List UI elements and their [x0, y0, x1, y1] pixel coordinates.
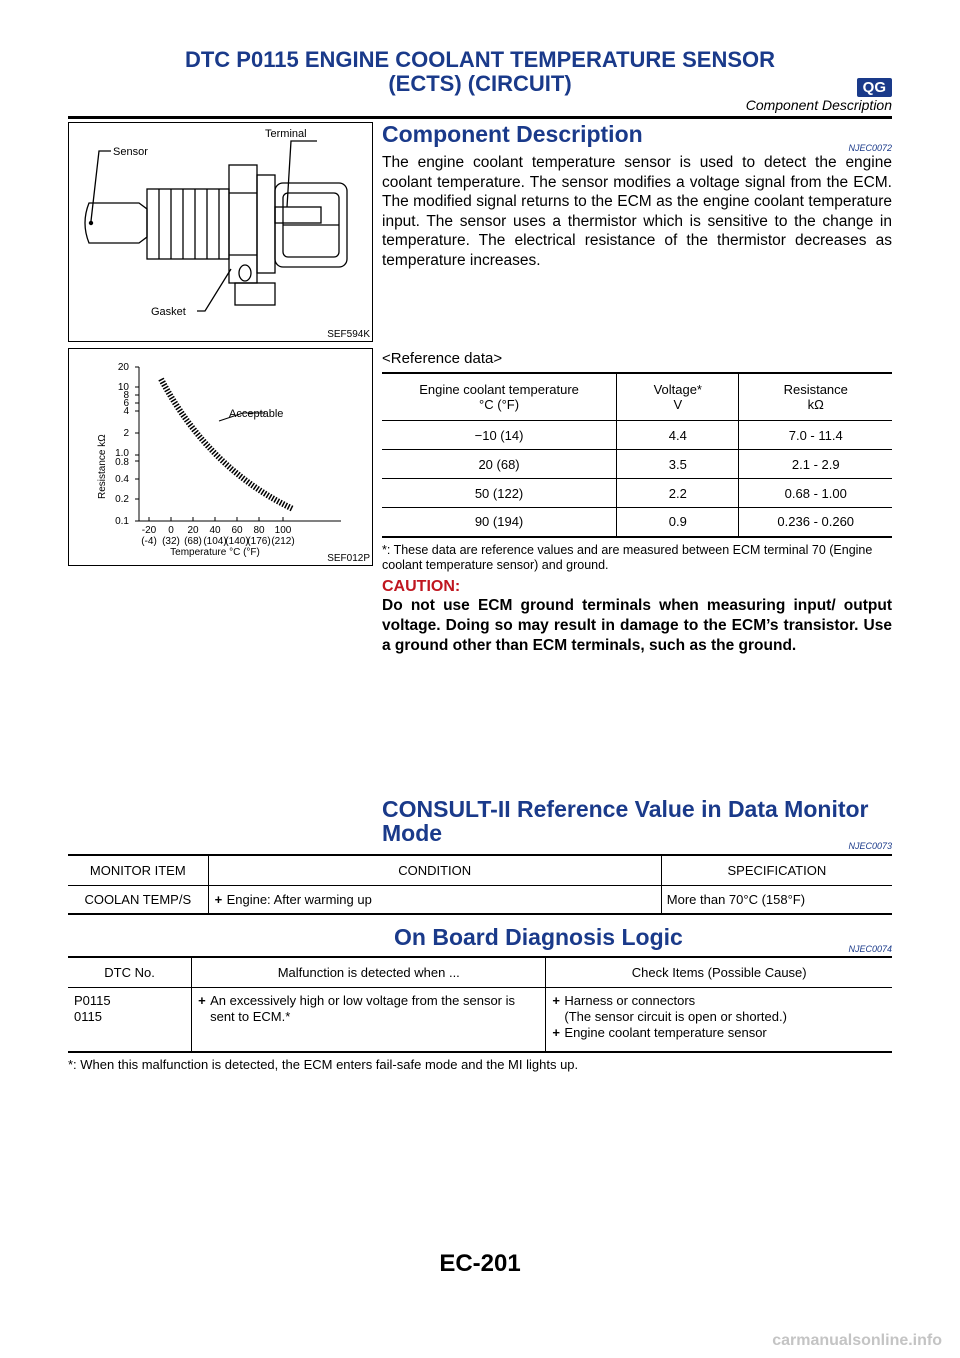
table-cell: −10 (14) — [382, 421, 617, 450]
x-tick-label-f: (-4) — [141, 536, 157, 547]
malfunction-item — [198, 993, 537, 1025]
page-subtitle: Component Description — [745, 97, 892, 113]
x-tick-label: 40 — [209, 525, 221, 536]
figure-1-caption: SEF594K — [327, 329, 370, 340]
check-item-text: Engine coolant temperature sensor — [564, 1024, 767, 1040]
caution-body: Do not use ECM ground terminals when measuring input/ output voltage. Doing so may result in damage to the ECM’s transistor. Use a ground other than ECM terminals, such as the ground. — [382, 597, 892, 654]
table-cell: 0.68 - 1.00 — [739, 479, 892, 508]
x-tick-label-f: (140) — [225, 536, 249, 547]
component-description-body: The engine coolant temperature sensor is used to detect the engine coolant temperature. The sensor modifies a voltage signal from the ECM. The modified signal returns to the ECM as the engine coolant temperature input. The sensor uses a thermistor which is sensitive to the change in temperature. The electrical resistance of the thermistor decreases as temperature increases. — [382, 154, 892, 269]
page-title-line-1: DTC P0115 ENGINE COOLANT TEMPERATURE SENSOR — [184, 47, 775, 72]
component-description-heading: Component Description — [382, 121, 643, 147]
section-code: NJEC0073 — [848, 841, 892, 851]
y-tick-label: 0.1 — [115, 516, 129, 527]
y-tick-label: 2 — [123, 428, 129, 439]
table-cell: 2.1 - 2.9 — [739, 450, 892, 479]
table-row — [68, 885, 892, 914]
column-header — [739, 373, 892, 421]
sensor-label: Sensor — [113, 146, 148, 158]
x-axis-label: Temperature °C (°F) — [170, 547, 260, 558]
acceptable-band — [161, 379, 293, 509]
table-cell: 90 (194) — [382, 508, 617, 537]
header-rule — [68, 116, 892, 119]
acceptable-label: Acceptable — [229, 408, 284, 420]
reference-data-note: *: These data are reference values and are measured between ECM terminal 70 (Engine coolant temperature sensor) and ground. — [382, 543, 873, 572]
column-header-line: Voltage* — [653, 382, 702, 397]
table-cell: More than 70°C (158°F) — [661, 885, 892, 914]
sensor-drawing — [69, 123, 372, 341]
x-tick-label: 60 — [231, 525, 243, 536]
y-tick-label: 0.8 — [115, 457, 129, 468]
table-cell — [208, 885, 661, 914]
table-row — [382, 421, 892, 450]
y-tick-label: 8 — [123, 390, 129, 401]
obd-heading: On Board Diagnosis Logic — [394, 924, 683, 950]
column-header: SPECIFICATION — [661, 855, 892, 885]
table-row — [68, 987, 892, 1052]
bullet-icon: + — [552, 1024, 560, 1040]
x-tick-label: 80 — [253, 525, 265, 536]
x-tick-label-f: (32) — [162, 536, 180, 547]
x-tick-label-f: (104) — [203, 536, 227, 547]
obd-table — [68, 956, 892, 1053]
consult-heading-line-2: Mode — [382, 820, 443, 846]
table-cell: 0.236 - 0.260 — [739, 508, 892, 537]
dtc-code: 0115 — [74, 1008, 102, 1024]
column-header-line: Engine coolant temperature — [419, 382, 579, 397]
y-tick-label: 4 — [123, 406, 129, 417]
table-cell: 2.2 — [617, 479, 739, 508]
column-header: Check Items (Possible Cause) — [546, 957, 892, 987]
x-tick-label: -20 — [141, 525, 157, 536]
engine-badge: QG — [857, 78, 892, 97]
page-number: EC-201 — [439, 1250, 521, 1277]
resistance-chart-figure — [68, 348, 373, 566]
table-cell — [546, 987, 892, 1052]
x-tick-label-f: (212) — [271, 536, 295, 547]
table-cell — [68, 987, 192, 1052]
x-tick-label-f: (176) — [247, 536, 271, 547]
check-item — [552, 1025, 886, 1041]
column-header-unit: °C (°F) — [479, 397, 520, 412]
check-item-subtext: (The sensor circuit is open or shorted.) — [564, 1008, 787, 1024]
y-tick-label: 10 — [117, 382, 129, 393]
table-header-row — [382, 373, 892, 421]
table-cell: 20 (68) — [382, 450, 617, 479]
table-cell: COOLAN TEMP/S — [68, 885, 208, 914]
reference-data-table — [382, 372, 892, 538]
table-row — [382, 479, 892, 508]
figure-2-caption: SEF012P — [327, 553, 370, 564]
consult-heading-line-1: CONSULT-II Reference Value in Data Monitor — [382, 796, 869, 822]
table-header-row — [68, 957, 892, 987]
table-cell — [192, 987, 546, 1052]
consult-table — [68, 854, 892, 915]
caution-heading: CAUTION: — [382, 578, 461, 595]
table-cell: 7.0 - 11.4 — [739, 421, 892, 450]
column-header-unit: V — [673, 397, 683, 412]
column-header: Malfunction is detected when ... — [192, 957, 546, 987]
watermark: carmanualsonline.info — [772, 1332, 942, 1349]
table-cell: 4.4 — [617, 421, 739, 450]
bullet-icon: + — [552, 992, 560, 1008]
x-tick-label-f: (68) — [184, 536, 202, 547]
table-cell: 3.5 — [617, 450, 739, 479]
column-header-line: Resistance — [783, 382, 848, 397]
column-header — [617, 373, 739, 421]
sensor-figure — [68, 122, 373, 342]
y-tick-label: 20 — [117, 362, 129, 373]
table-header-row — [68, 855, 892, 885]
table-cell: 50 (122) — [382, 479, 617, 508]
section-code: NJEC0074 — [848, 944, 892, 954]
resistance-chart — [69, 349, 372, 565]
y-tick-label: 0.4 — [115, 474, 129, 485]
y-tick-label: 6 — [123, 398, 129, 409]
malfunction-text: An excessively high or low voltage from the sensor is sent to ECM.* — [210, 992, 516, 1024]
obd-note: *: When this malfunction is detected, the ECM enters fail-safe mode and the MI lights up. — [68, 1057, 579, 1072]
section-code: NJEC0072 — [848, 143, 892, 153]
dtc-code: P0115 — [74, 992, 111, 1008]
column-header — [382, 373, 617, 421]
column-header: MONITOR ITEM — [68, 855, 208, 885]
x-tick-label: 20 — [187, 525, 199, 536]
reference-data-label: <Reference data> — [382, 350, 503, 367]
column-header: DTC No. — [68, 957, 192, 987]
bullet-icon: + — [214, 891, 223, 907]
x-tick-label: 100 — [274, 525, 292, 536]
column-header: CONDITION — [208, 855, 661, 885]
terminal-label: Terminal — [265, 128, 307, 140]
table-cell: 0.9 — [617, 508, 739, 537]
check-item — [552, 993, 886, 1009]
x-tick-label: 0 — [168, 525, 174, 536]
column-header-unit: kΩ — [807, 397, 824, 412]
y-tick-label: 0.2 — [115, 494, 129, 505]
bullet-icon: + — [198, 992, 206, 1008]
table-row — [382, 450, 892, 479]
condition-text: Engine: After warming up — [226, 891, 372, 907]
y-tick-label: 1.0 — [115, 448, 129, 459]
gasket-label: Gasket — [151, 306, 186, 318]
y-axis-label: Resistance kΩ — [97, 434, 108, 499]
table-row — [382, 508, 892, 537]
check-item-text: Harness or connectors — [564, 992, 696, 1008]
page-title-line-2: (ECTS) (CIRCUIT) — [388, 71, 572, 96]
